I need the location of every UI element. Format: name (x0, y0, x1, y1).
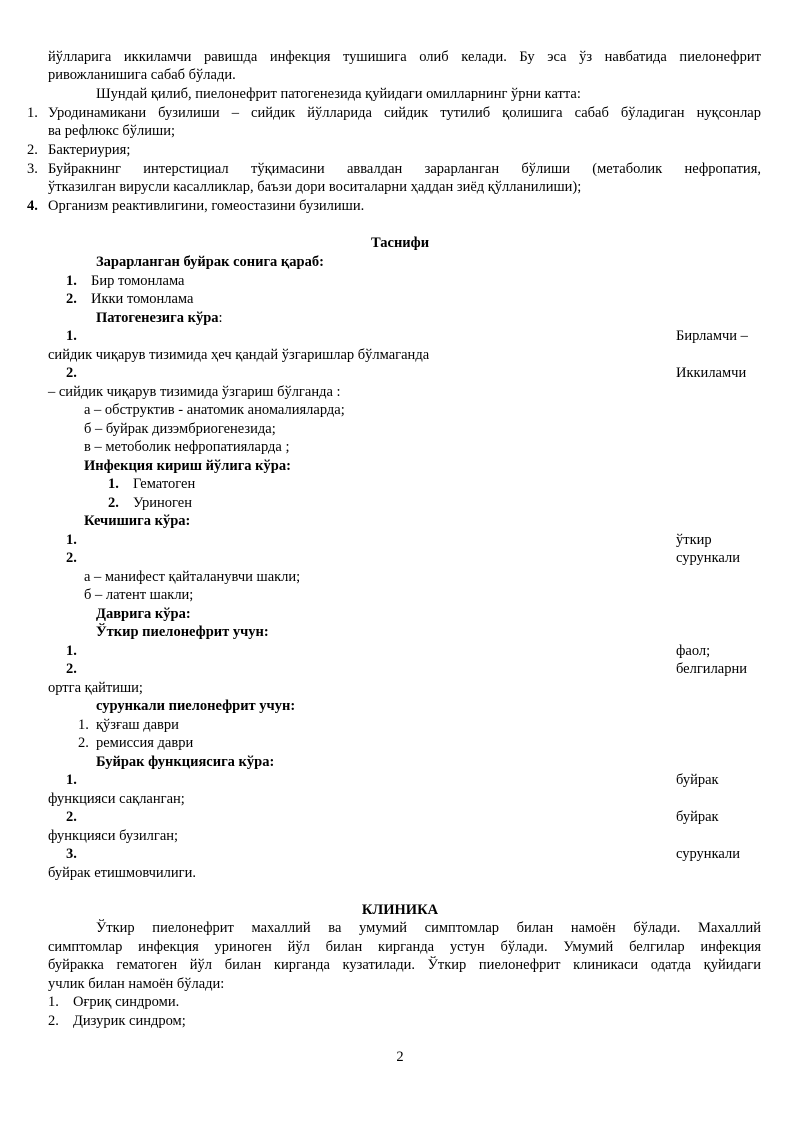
infection-route-item-2-number: 2. (108, 495, 119, 511)
clinic-item-2-text: Дизурик синдром; (73, 1013, 186, 1029)
side-item-1-text: Бир томонлама (91, 273, 185, 289)
function-item-2-number: 2. (66, 809, 77, 825)
acute-heading: Ўткир пиелонефрит учун: (96, 624, 269, 640)
function-item-2-description: функцияси бузилган; (48, 828, 179, 844)
factor-4-number: 4. (27, 198, 38, 214)
infection-route-item-1-number: 1. (108, 476, 119, 492)
clinic-line-4: учлик билан намоён бўлади: (48, 976, 225, 992)
function-item-1-number: 1. (66, 772, 77, 788)
factor-2-number: 2. (27, 142, 38, 158)
side-heading: Зарарланган буйрак сонига қараб: (96, 254, 324, 270)
function-item-1-description: функцияси сақланган; (48, 791, 185, 807)
pathogenesis-item-1-description: сийдик чиқарув тизимида ҳеч қандай ўзгаришлар бўлмаганда (48, 347, 430, 363)
chronic-item-2-number: 2. (78, 735, 89, 751)
chronic-item-2-text: ремиссия даври (96, 735, 194, 751)
side-item-2-text: Икки томонлама (91, 291, 194, 307)
factor-3-number: 3. (27, 161, 38, 177)
pathogenesis-item-1-label: Бирламчи – (676, 328, 748, 344)
factor-1-number: 1. (27, 105, 38, 121)
pathogenesis-heading-text: Патогенезига кўра (96, 310, 219, 326)
factor-4-text: Организм реактивлигини, гомеостазини бузилиши. (48, 198, 365, 214)
pathogenesis-item-2-number: 2. (66, 365, 77, 381)
factor-2-text: Бактериурия; (48, 142, 131, 158)
chronic-heading: сурункали пиелонефрит учун: (96, 698, 296, 714)
course-item-2-label: сурункали (676, 550, 740, 566)
classification-title: Таснифи (370, 235, 430, 251)
course-sub-a: а – манифест қайталанувчи шакли; (84, 569, 301, 585)
clinic-item-1-text: Оғриқ синдроми. (73, 994, 180, 1010)
course-item-2-number: 2. (66, 550, 77, 566)
function-item-3-label: сурункали (676, 846, 740, 862)
side-item-1-number: 1. (66, 273, 77, 289)
course-sub-b: б – латент шакли; (84, 587, 194, 603)
acute-item-2-number: 2. (66, 661, 77, 677)
pathogenesis-item-2-label: Иккиламчи (676, 365, 747, 381)
pathogenesis-sub-c: в – метоболик нефропатияларда ; (84, 439, 290, 455)
pathogenesis-heading-colon: : (218, 310, 223, 326)
intro-line-2: ривожланишига сабаб бўлади. (48, 67, 236, 83)
factor-1-line-1: Уродинамикани бузилиши – сийдик йўлларида сийдик тутилиб қолишига сабаб бўладиган нуқсонлар (48, 105, 761, 121)
infection-route-item-2-text: Уриноген (133, 495, 192, 511)
infection-route-item-1-text: Гематоген (133, 476, 196, 492)
clinic-title: КЛИНИКА (361, 902, 439, 918)
clinic-line-2: симптомлар инфекция уриноген йўл билан кирганда устун бўлади. Умумий белгилар инфекция (48, 939, 761, 955)
chronic-item-1-number: 1. (78, 717, 89, 733)
acute-item-2-label: белгиларни (676, 661, 748, 677)
acute-item-2-description: ортга қайтиши; (48, 680, 143, 696)
period-heading: Даврига кўра: (96, 606, 191, 622)
clinic-line-3: буйракка гематоген йўл билан кирганда кузатилади. Ўткир пиелонефрит клиникаси одатда қуйидаги (48, 957, 761, 973)
intro-line-1: йўлларига иккиламчи равишда инфекция тушишига олиб келади. Бу эса ўз навбатида пиелонефрит (48, 49, 761, 65)
course-heading: Кечишига кўра: (84, 513, 191, 529)
course-item-1-label: ўткир (676, 532, 712, 548)
function-heading: Буйрак функциясига кўра: (96, 754, 275, 770)
pathogenesis-item-2-description: – сийдик чиқарув тизимида ўзгариш бўлганда : (48, 384, 341, 400)
acute-item-1-label: фаол; (676, 643, 711, 659)
pathogenesis-heading (96, 309, 223, 328)
function-item-2-label: буйрак (676, 809, 719, 825)
acute-item-1-number: 1. (66, 643, 77, 659)
side-item-2-number: 2. (66, 291, 77, 307)
function-item-3-description: буйрак етишмовчилиги. (48, 865, 196, 881)
function-item-3-number: 3. (66, 846, 77, 862)
intro-line-3: Шундай қилиб, пиелонефрит патогенезида қуйидаги омилларнинг ўрни катта: (96, 86, 581, 102)
page-number: 2 (396, 1049, 404, 1065)
clinic-line-1: Ўткир пиелонефрит махаллий ва умумий симптомлар билан намоён бўлади. Махаллий (96, 920, 761, 936)
infection-route-heading: Инфекция кириш йўлига кўра: (84, 458, 291, 474)
course-item-1-number: 1. (66, 532, 77, 548)
pathogenesis-sub-b: б – буйрак дизэмбриогенезида; (84, 421, 276, 437)
clinic-item-1-number: 1. (48, 994, 59, 1010)
factor-3-line-1: Буйракнинг интерстициал тўқимасини аввалдан зарарланган бўлиши (метаболик нефропатия, (48, 161, 761, 177)
factor-1-line-2: ва рефлюкс бўлиши; (48, 123, 176, 139)
factor-3-line-2: ўтказилган вирусли касалликлар, баъзи дори воситаларни ҳаддан зиёд қўлланилиши); (48, 179, 582, 195)
chronic-item-1-text: қўзғаш даври (96, 717, 179, 733)
clinic-item-2-number: 2. (48, 1013, 59, 1029)
pathogenesis-sub-a: а – обструктив - анатомик аномалияларда; (84, 402, 345, 418)
function-item-1-label: буйрак (676, 772, 719, 788)
pathogenesis-item-1-number: 1. (66, 328, 77, 344)
